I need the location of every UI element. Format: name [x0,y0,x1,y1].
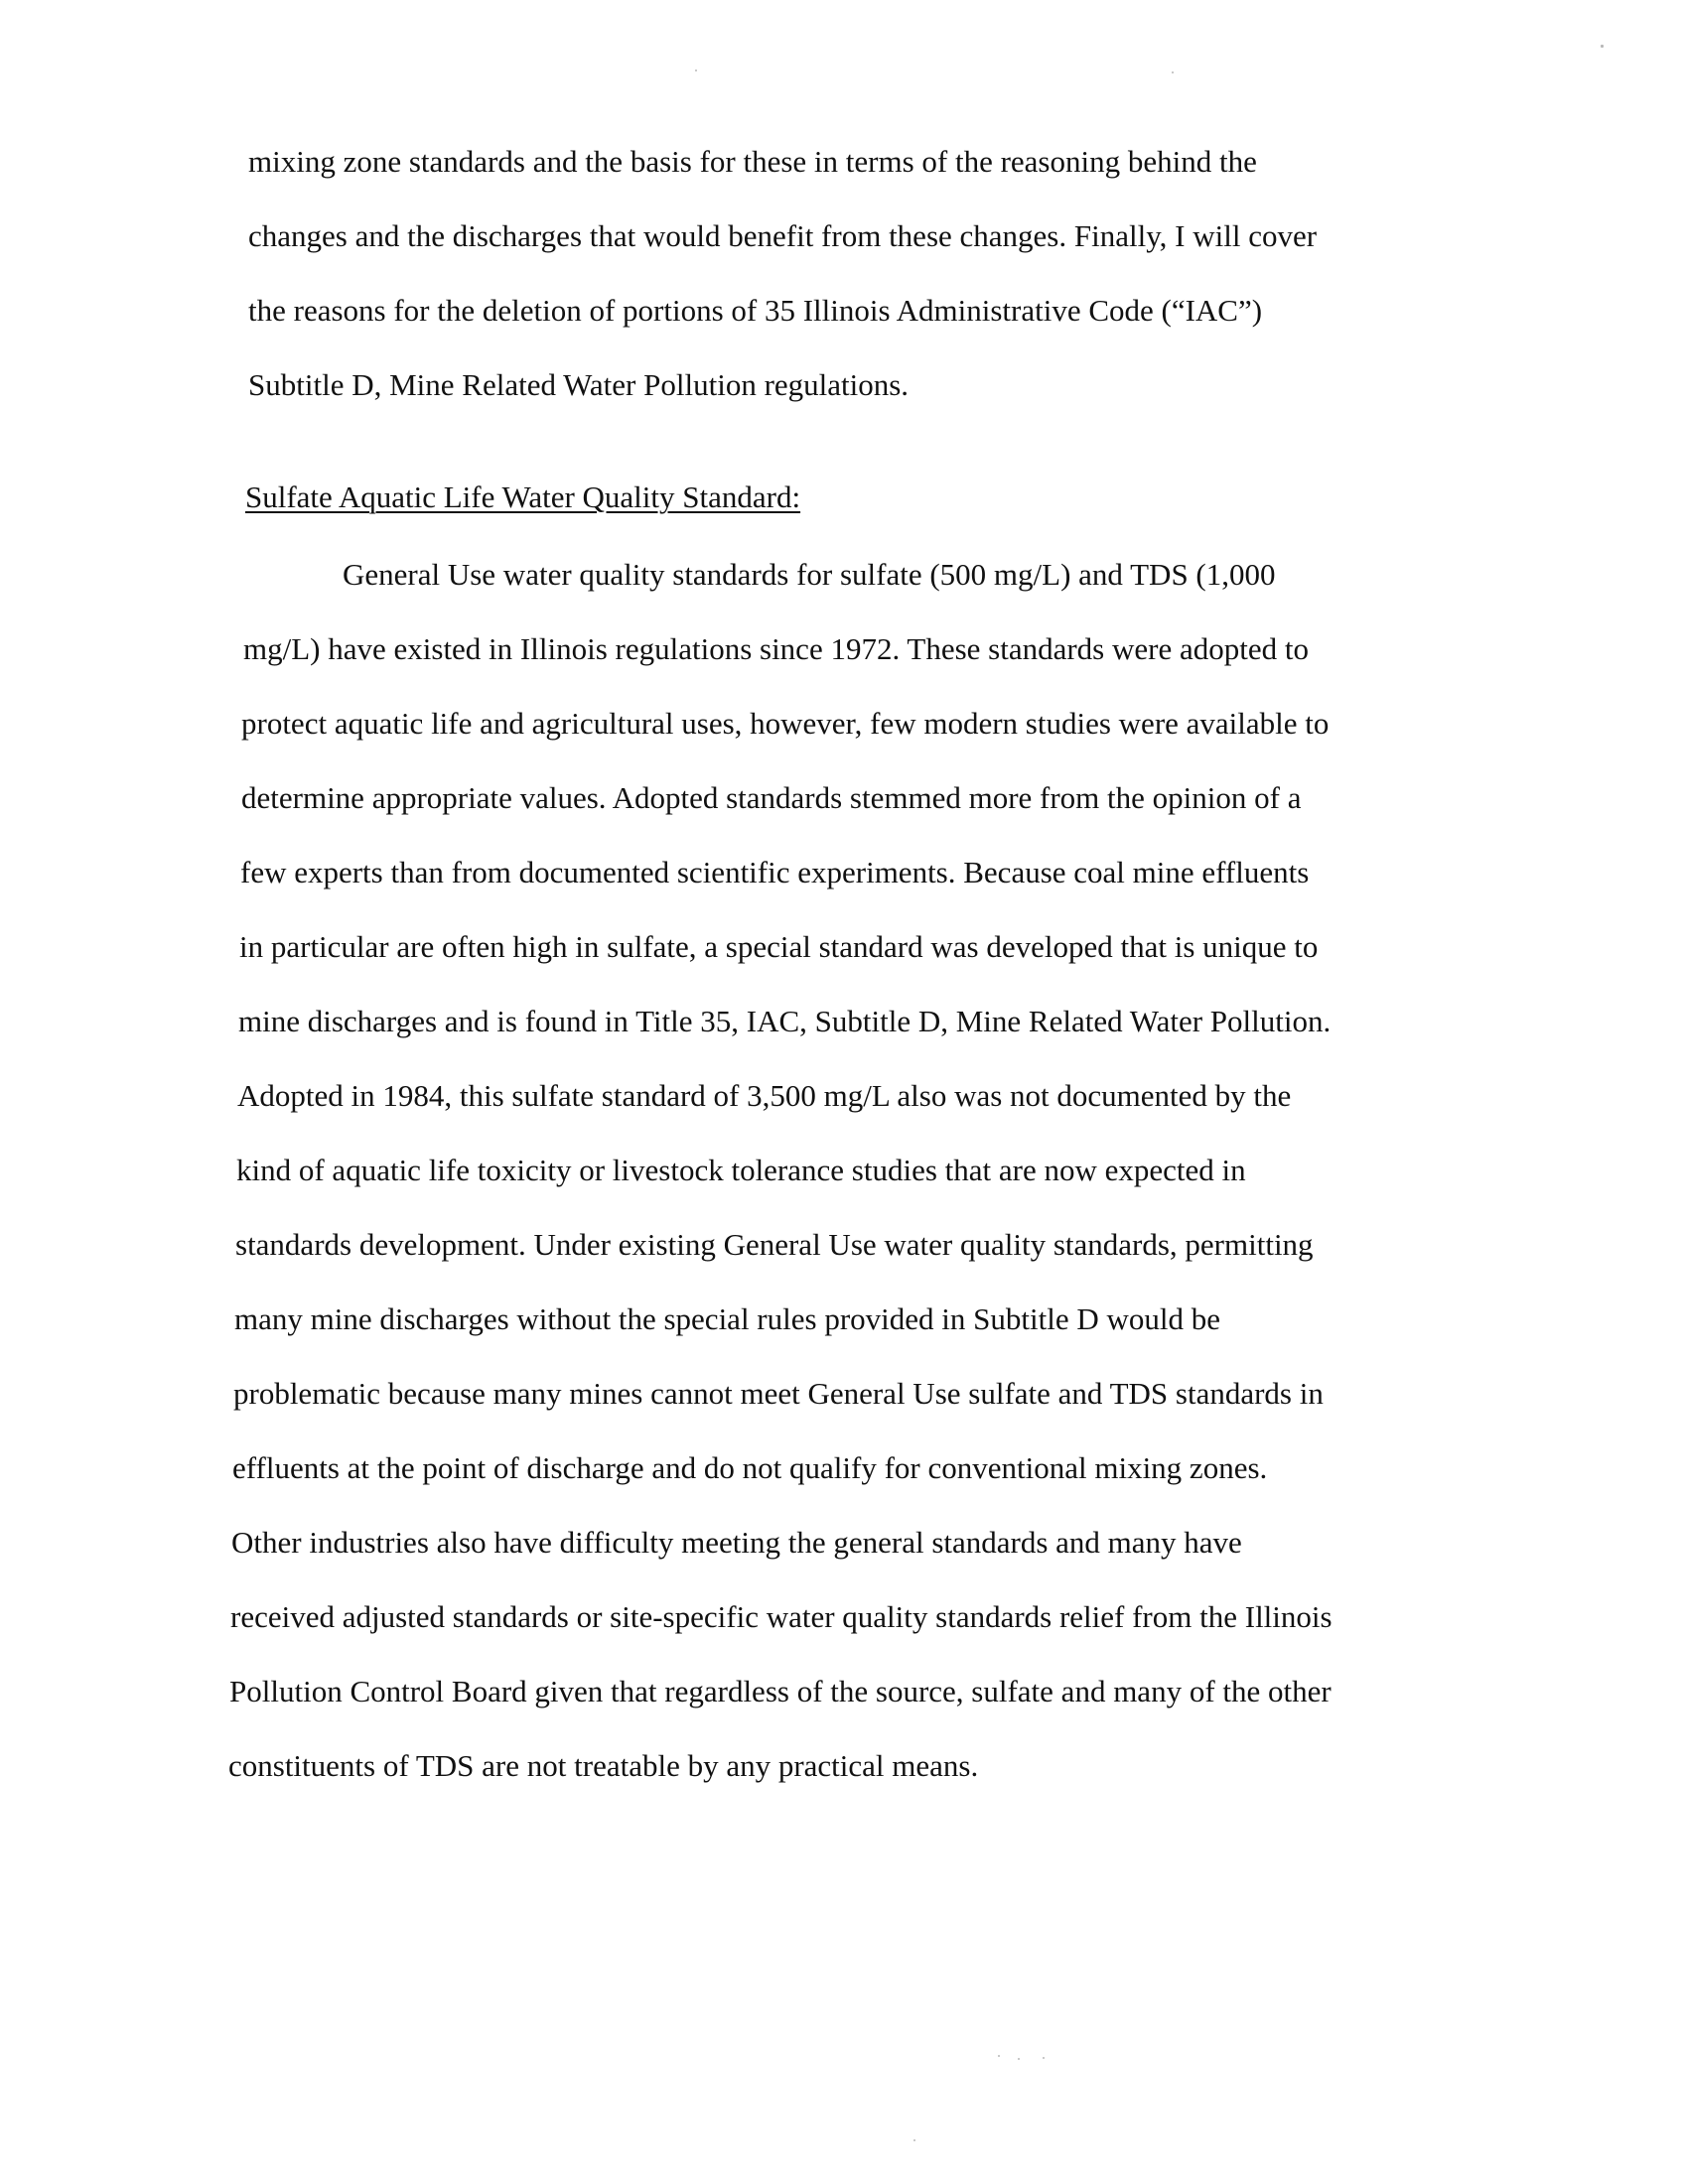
body-line: mg/L) have existed in Illinois regulations since 1972. These standards were adopted to [243,631,1309,666]
body-line: protect aquatic life and agricultural uses, however, few modern studies were available to [241,706,1330,741]
scan-speck [1601,45,1604,48]
body-line: General Use water quality standards for sulfate (500 mg/L) and TDS (1,000 [343,557,1276,592]
body-line: in particular are often high in sulfate, a special standard was developed that is unique to [239,929,1319,964]
section-heading: Sulfate Aquatic Life Water Quality Standard: [245,479,801,514]
body-line: Other industries also have difficulty meeting the general standards and many have [231,1525,1242,1560]
scan-speck [1018,2058,1020,2060]
intro-line: mixing zone standards and the basis for these in terms of the reasoning behind the [248,144,1257,179]
body-line: many mine discharges without the special rules provided in Subtitle D would be [234,1301,1220,1336]
scan-speck [695,69,697,71]
body-line: kind of aquatic life toxicity or livestock tolerance studies that are now expected in [236,1153,1246,1187]
intro-line: changes and the discharges that would benefit from these changes. Finally, I will cover [248,218,1318,253]
body-line: Adopted in 1984, this sulfate standard of 3,500 mg/L also was not documented by the [237,1078,1292,1113]
intro-line: the reasons for the deletion of portions of 35 Illinois Administrative Code (“IAC”) [248,293,1263,328]
scan-speck [913,2139,915,2141]
body-line: problematic because many mines cannot meet General Use sulfate and TDS standards in [233,1376,1324,1411]
body-line: effluents at the point of discharge and do not qualify for conventional mixing zones. [232,1450,1268,1485]
body-line: few experts than from documented scientific experiments. Because coal mine effluents [240,855,1310,889]
body-line: standards development. Under existing General Use water quality standards, permitting [235,1227,1314,1262]
scan-speck [1043,2057,1045,2059]
body-line: mine discharges and is found in Title 35, IAC, Subtitle D, Mine Related Water Pollution. [238,1004,1332,1038]
scan-speck [998,2055,1000,2057]
body-line: received adjusted standards or site-specific water quality standards relief from the Illinois [230,1599,1333,1634]
intro-line: Subtitle D, Mine Related Water Pollution regulations. [248,367,910,402]
body-line: determine appropriate values. Adopted standards stemmed more from the opinion of a [241,780,1302,815]
scan-speck [1172,71,1174,73]
body-line: constituents of TDS are not treatable by any practical means. [228,1748,979,1783]
body-line: Pollution Control Board given that regardless of the source, sulfate and many of the other [229,1674,1332,1708]
